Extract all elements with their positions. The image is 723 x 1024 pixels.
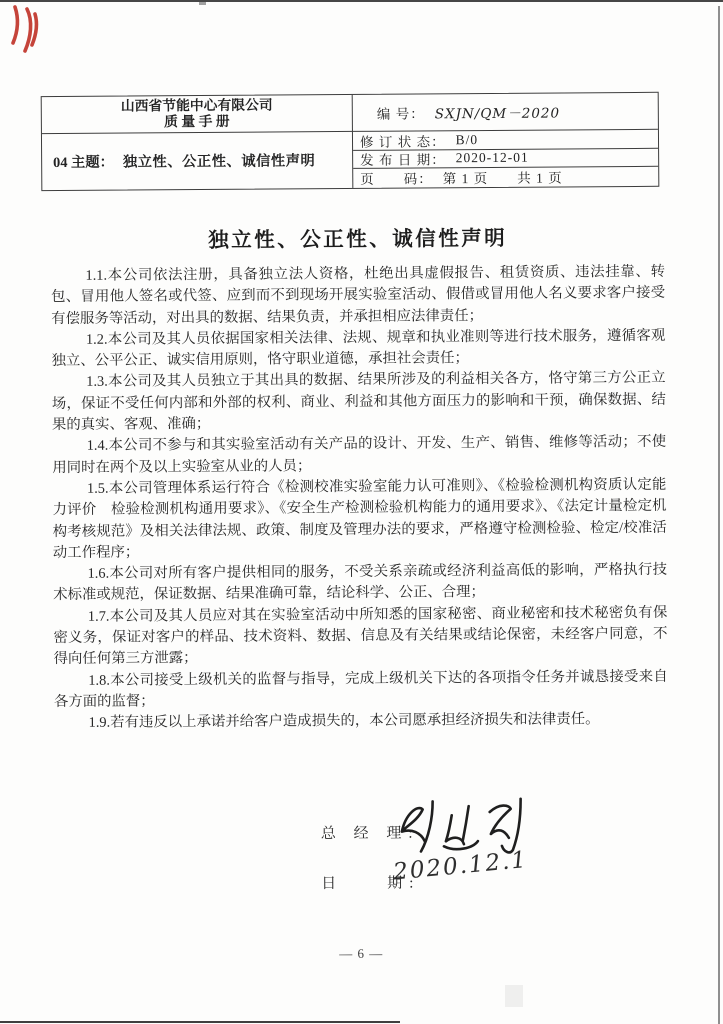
paragraph-1-2: 1.2.本公司及其人员依据国家相关法律、法规、规章和执业准则等进行技术服务，遵循客观独立、公平公正、诚实信用原则，恪守职业道德，承担社会责任； [51,327,666,370]
doc-number-label: 编 号： [376,106,425,122]
revision-cell [353,130,658,151]
doc-number-value: SXJN/QM－2020 [434,105,561,123]
footer-page-number: — 6 — [339,945,384,962]
page-number-label: 页 码： [360,171,433,188]
company-name: 山西省节能中心有限公司 [120,96,273,114]
paragraph-1-6: 1.6.本公司对所有客户提供相同的服务，不受关系亲疏或经济利益高低的影响，严格执行技术标准或规范，保证数据、结果准确可靠，结论科学、公正、合理； [53,561,668,604]
paragraph-1-5: 1.5.本公司管理体系运行符合《检测校准实验室能力认可准则》、《检验检测机构资质认定能力评价 检验检测机构通用要求》、《安全生产检测检验机构能力的通用要求》、《法定计量检定机构考核规范》及相关法律法规、政策、制度及管理办法的要求，严格遵守检测检验、检定/校准活动工作程序； [52,476,667,561]
revision-value: B/0 [455,131,479,148]
paragraph-1-8: 1.8.本公司接受上级机关的监督与指导，完成上级机关下达的各项指令任务并诚恳接受来自各方面的监督； [53,668,668,710]
date-label: 日 期: [321,875,421,893]
doc-number-cell [353,93,658,132]
subject-text: 独立性、公正性、诚信性声明 [122,153,316,171]
issue-date-label: 发 布 日 期： [360,152,446,169]
paragraph-1-3: 1.3.本公司及其人员独立于其出具的数据、结果所涉及的利益相关各方，恪守第三方公正立场，保证不受任何内部和外部的权利、商业、利益和其他方面压力的影响和干预，确保数据、结果的真实、客观、准确； [51,370,666,434]
manual-title: 质 量 手 册 [164,113,230,130]
subject-prefix: 04 主题： [53,154,114,171]
issue-date-value: 2020-12-01 [455,150,529,166]
document-title: 独立性、公正性、诚信性声明 [208,227,508,252]
paragraph-1-4: 1.4.本公司不参与和其实验室活动有关产品的设计、开发、生产、销售、维修等活动；不使用同时在两个及以上实验室从业的人员； [52,434,667,476]
general-manager-label: 总 经 理: [320,825,420,843]
paragraph-1-1: 1.1.本公司依法注册，具备独立法人资格，杜绝出具虚假报告、租赁资质、违法挂靠、转包、冒用他人签名或代签、应到而不到现场开展实验室活动、假借或冒用他人名义要求客户接受有偿服务等活动，对出具的数据、结果负责，并承担相应法律责任； [51,263,666,327]
company-cell [42,95,353,134]
handwritten-date: 2020.12.1 [392,846,530,886]
issue-date-cell [353,148,658,169]
page-number-cell [353,167,658,188]
paragraph-1-7: 1.7.本公司及其人员应对其在实验室活动中所知悉的国家秘密、商业秘密和技术秘密负有保密义务，保证对客户的样品、技术资料、数据、信息及有关结果或结论保密，未经客户同意，不得向任何第三方泄露； [53,604,668,668]
document-body [51,220,669,735]
revision-label: 修 订 状 态： [359,134,446,150]
page-number-value: 第 1 页 共 1 页 [442,170,563,187]
subject-cell [42,132,353,190]
paragraph-1-9: 1.9.若有违反以上承诺并给客户造成损失的，本公司愿承担经济损失和法律责任。 [88,711,600,732]
header-table [41,92,660,191]
